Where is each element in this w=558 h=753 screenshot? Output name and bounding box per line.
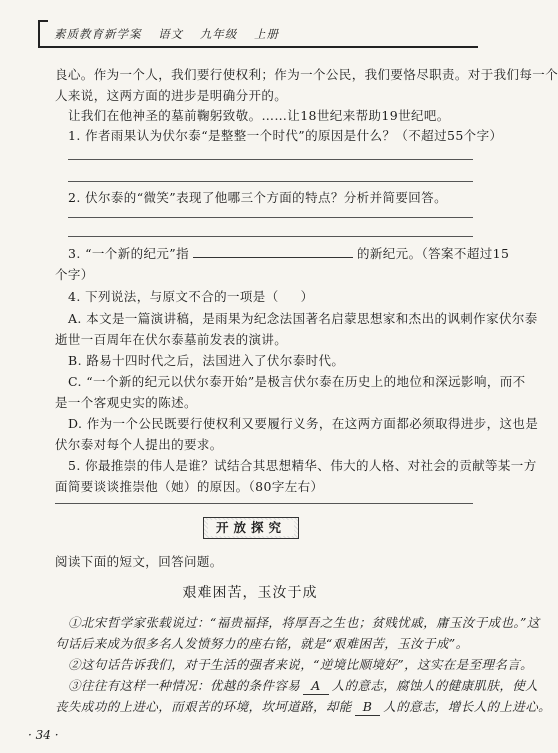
blank-b[interactable]: B	[355, 698, 381, 716]
blank-a[interactable]: A	[303, 677, 328, 695]
option-d-continued: 伏尔泰对每个人提出的要求。	[55, 437, 223, 452]
question-3-continued: 个字）	[55, 267, 94, 282]
option-a-continued: 逝世一百周年在伏尔泰墓前发表的演讲。	[55, 332, 288, 347]
passage-line: 人来说，这两方面的进步是明确分开的。	[55, 88, 288, 103]
answer-line[interactable]	[68, 159, 473, 160]
article-paragraph: ①北宋哲学家张载说过：“福贵福择，将厚吾之生也；贫贱忧戚，庸玉汝于成也。”这	[68, 615, 540, 630]
page-number: · 34 ·	[28, 728, 59, 742]
article-paragraph: ②这句话告诉我们，对于生活的强者来说，“逆境比顺境好”，这实在是至理名言。	[68, 657, 534, 672]
passage-line: 让我们在他神圣的墓前鞠躬致敬。……让18世纪来帮助19世纪吧。	[68, 108, 450, 123]
question-3-blank[interactable]	[193, 245, 353, 258]
page-header	[38, 14, 478, 48]
question-5-continued: 面简要谈谈推崇他（她）的原因。（80字左右）	[55, 479, 324, 494]
reading-instruction: 阅读下面的短文，回答问题。	[55, 554, 223, 569]
question-4-text: 4. 下列说法，与原文不合的一项是（	[68, 289, 279, 304]
paragraph-3-before-blank-a: ③往往有这样一种情况：优越的条件容易	[68, 678, 301, 693]
header-corner-decoration	[38, 20, 48, 46]
question-5: 5. 你最推崇的伟人是谁？试结合其思想精华、伟大的人格、对社会的贡献等某一方	[68, 458, 537, 473]
answer-line[interactable]	[55, 503, 473, 504]
paragraph-3-before-blank-b: 丧失成功的上进心，而艰苦的环境，坎坷道路，却能	[55, 699, 352, 714]
article-paragraph: 句话后来成为很多名人发愤努力的座右铭，就是“艰难困苦，玉汝于成”。	[55, 636, 469, 651]
article-paragraph	[55, 698, 551, 716]
option-c-continued: 是一个客观史实的陈述。	[55, 395, 197, 410]
question-3	[68, 245, 509, 262]
question-1: 1. 作者雨果认为伏尔泰“是整整一个时代”的原因是什么？（不超过55个字）	[68, 128, 503, 143]
option-c: C. “一个新的纪元以伏尔泰开始”是极言伏尔泰在历史上的地位和深远影响，而不	[68, 374, 526, 389]
passage-line: 良心。作为一个人，我们要行使权利；作为一个公民，我们要恪尽职责。对于我们每一个	[55, 67, 558, 82]
header-text	[54, 26, 291, 42]
question-4-close: ）	[300, 289, 314, 304]
article-title: 艰难困苦，玉汝于成	[182, 585, 318, 601]
question-3-after: 的新纪元。（答案不超过15	[356, 246, 510, 261]
paragraph-3-after-blank-b: 人的意志，增长人的上进心。	[383, 699, 551, 714]
answer-line[interactable]	[68, 181, 473, 182]
header-book-title: 素质教育新学案	[54, 27, 142, 41]
option-d: D. 作为一个公民既要行使权利又要履行义务，在这两方面都必须取得进步，这也是	[68, 416, 539, 431]
header-volume: 上册	[253, 27, 279, 41]
question-4-stem	[68, 288, 314, 305]
question-2: 2. 伏尔泰的“微笑”表现了他哪三个方面的特点？分析并简要回答。	[68, 190, 447, 205]
question-3-before: 3. “一个新的纪元”指	[68, 246, 189, 261]
option-a: A. 本文是一篇演讲稿，是雨果为纪念法国著名启蒙思想家和杰出的讽刺作家伏尔泰	[68, 311, 538, 326]
article-paragraph	[68, 677, 538, 695]
option-b: B. 路易十四时代之后，法国进入了伏尔泰时代。	[68, 353, 345, 368]
answer-line[interactable]	[68, 236, 473, 237]
header-subject: 语文	[158, 27, 184, 41]
section-title: 开放探究	[208, 520, 294, 536]
paragraph-3-after-blank-a: 人的意志，腐蚀人的健康肌肤，使人	[331, 678, 539, 693]
header-grade: 九年级	[199, 27, 238, 41]
answer-line[interactable]	[68, 217, 473, 218]
